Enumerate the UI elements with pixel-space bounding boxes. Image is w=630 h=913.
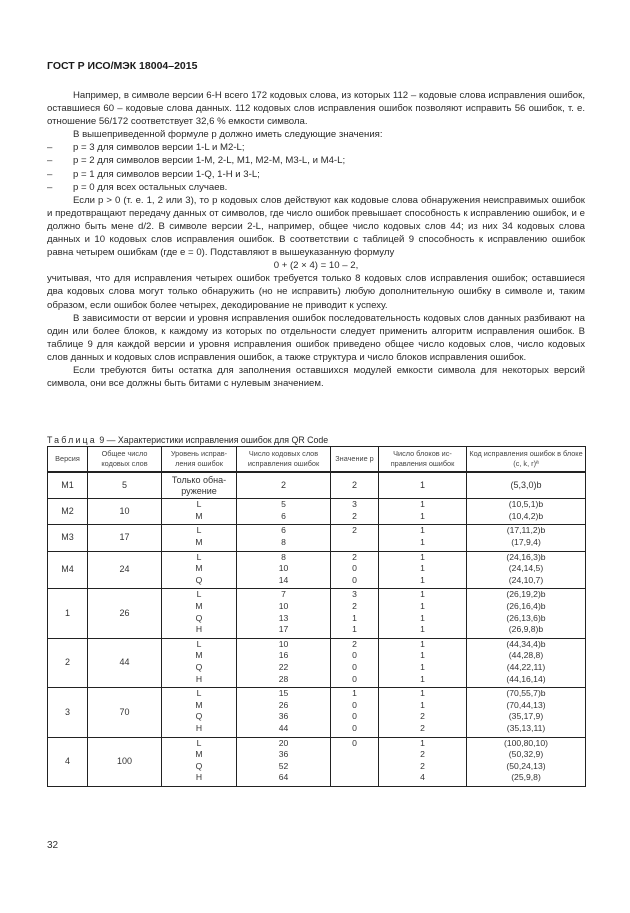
cell-line: 0 <box>352 711 357 722</box>
cell-line: 1 <box>420 612 425 623</box>
cell-line: 1 <box>420 688 425 699</box>
table-row <box>48 472 586 499</box>
cell-line: 2 <box>351 479 357 490</box>
cell-p-value <box>331 737 379 786</box>
cell-line: (35,13,11) <box>506 722 546 733</box>
cell-line: 14 <box>278 574 289 585</box>
cell-p-value <box>331 551 379 589</box>
cell-total-codewords: 24 <box>88 551 162 589</box>
table-row <box>48 551 586 589</box>
cell-line: 1 <box>420 661 425 672</box>
cell-ec-blocks <box>379 589 467 638</box>
cell-line: (26,19,2)b <box>506 589 546 600</box>
cell-ec-blocks <box>379 638 467 687</box>
cell-p-value <box>331 525 379 551</box>
table-row <box>48 589 586 638</box>
cell-ec-codewords <box>237 551 331 589</box>
header-total-codewords: Общее число кодовых слов <box>88 447 162 473</box>
cell-line: 22 <box>278 661 289 672</box>
cell-line: 8 <box>281 536 286 547</box>
table-caption: Таблица 9 — Характеристики исправления ошибок для QR Code <box>47 435 329 445</box>
list-item: – p = 0 для всех остальных случаев. <box>47 181 585 194</box>
cell-line: 2 <box>352 638 357 649</box>
cell-line: (50,24,13) <box>506 760 546 771</box>
cell-line: 10 <box>278 600 289 611</box>
table-header-row <box>48 447 586 473</box>
cell-total-codewords: 100 <box>88 737 162 786</box>
cell-line: (25,9,8) <box>511 772 541 783</box>
cell-line: (5,3,0)b <box>510 479 542 490</box>
cell-ec-blocks <box>379 551 467 589</box>
cell-line: L <box>196 589 202 600</box>
header-ec-code: Код исправления ошибок в блоке (c, k, r)ª <box>467 447 586 473</box>
cell-line: 2 <box>280 479 286 490</box>
cell-version: 1 <box>48 589 88 638</box>
cell-ec-blocks <box>379 472 467 499</box>
cell-line: 0 <box>352 699 357 710</box>
cell-line: H <box>195 624 203 635</box>
cell-ec-level <box>162 589 237 638</box>
cell-line: 6 <box>281 510 286 521</box>
table-row <box>48 525 586 551</box>
cell-line: (24,10,7) <box>508 574 544 585</box>
cell-line: 5 <box>281 499 286 510</box>
dash-bullet-icon <box>47 181 73 194</box>
cell-version: M2 <box>48 499 88 525</box>
body-text <box>47 89 585 390</box>
cell-line: (44,34,4)b <box>506 638 546 649</box>
paragraph-detection: Если p > 0 (т. е. 1, 2 или 3), то p кодовых слов действуют как кодовые слова обнаружения неисправимых ошибок и предотвращают передачу данных от символов, где число ошибок превышает способность к исправлению ошибок, и e должно быть мене d/2. В символе версии 2-L, например, общее число кодовых слов 44; из них 34 кодовых слова данных и 10 кодовых слов исправления ошибок. В соответствии с таблицей 9 способность к исправлению ошибок равна четырем ошибкам (где e = 0). Подставляют в вышеуказанную формулу <box>47 194 585 259</box>
cell-line: 36 <box>278 749 289 760</box>
cell-ec-codewords <box>237 525 331 551</box>
cell-line: M <box>195 600 203 611</box>
cell-line: (24,14,5) <box>508 563 544 574</box>
cell-version: M4 <box>48 551 88 589</box>
p-values-list <box>47 141 585 193</box>
cell-line: 20 <box>278 737 289 748</box>
cell-ec-code <box>467 688 586 737</box>
cell-ec-code <box>467 589 586 638</box>
cell-line: 1 <box>420 525 425 536</box>
cell-ec-blocks <box>379 688 467 737</box>
cell-line: 10 <box>278 563 289 574</box>
cell-ec-level <box>162 737 237 786</box>
cell-line: 1 <box>420 551 425 562</box>
cell-ec-codewords <box>237 589 331 638</box>
cell-line: M <box>195 536 203 547</box>
cell-line: 0 <box>352 661 357 672</box>
cell-ec-code <box>467 499 586 525</box>
table-row <box>48 737 586 786</box>
cell-line: H <box>195 673 203 684</box>
paragraph-remainder-bits: Если требуются биты остатка для заполнения оставшихся модулей емкости символа для некоторых версий символа, они все должны быть битами с нулевым значением. <box>47 364 585 390</box>
cell-ec-codewords <box>237 737 331 786</box>
header-p-value: Значение p <box>331 447 379 473</box>
cell-line: (70,55,7)b <box>506 688 546 699</box>
cell-line: (26,16,4)b <box>506 600 546 611</box>
cell-line: 6 <box>281 525 286 536</box>
cell-line: Q <box>195 612 203 623</box>
cell-line: 2 <box>420 749 425 760</box>
cell-ec-code <box>467 551 586 589</box>
cell-line: H <box>195 722 203 733</box>
cell-line: 1 <box>420 737 425 748</box>
cell-line: (10,5,1)b <box>508 499 544 510</box>
cell-line: 2 <box>352 551 357 562</box>
cell-line: (44,16,14) <box>506 673 546 684</box>
cell-line: 2 <box>420 722 425 733</box>
cell-p-value <box>331 472 379 499</box>
cell-ec-blocks <box>379 737 467 786</box>
cell-line: Только обна-ружение <box>171 474 227 496</box>
cell-line: L <box>196 499 202 510</box>
cell-line: 1 <box>420 638 425 649</box>
cell-ec-codewords <box>237 472 331 499</box>
cell-line: 0 <box>352 673 357 684</box>
cell-ec-codewords <box>237 638 331 687</box>
cell-line: M <box>195 749 203 760</box>
list-item: – p = 1 для символов версии 1-Q, 1-H и 3-L; <box>47 168 585 181</box>
cell-line: (44,28,8) <box>508 650 544 661</box>
cell-ec-level <box>162 688 237 737</box>
cell-line: 52 <box>278 760 289 771</box>
cell-ec-code <box>467 737 586 786</box>
cell-total-codewords: 26 <box>88 589 162 638</box>
table-row <box>48 638 586 687</box>
cell-line: M <box>195 510 203 521</box>
table-row <box>48 688 586 737</box>
cell-line: (50,32,9) <box>508 749 544 760</box>
cell-line: H <box>195 772 203 783</box>
cell-line: (70,44,13) <box>506 699 546 710</box>
cell-line: (10,4,2)b <box>508 510 544 521</box>
list-item: – p = 3 для символов версии 1-L и M2-L; <box>47 141 585 154</box>
cell-line: 4 <box>420 772 425 783</box>
cell-total-codewords: 10 <box>88 499 162 525</box>
cell-version: 2 <box>48 638 88 687</box>
cell-line: 13 <box>278 612 289 623</box>
cell-line: 1 <box>352 624 357 635</box>
cell-version: 3 <box>48 688 88 737</box>
cell-line: 26 <box>278 699 289 710</box>
cell-line: L <box>196 737 202 748</box>
header-version: Версия <box>48 447 88 473</box>
cell-line: 0 <box>352 650 357 661</box>
cell-line: 2 <box>420 760 425 771</box>
cell-total-codewords: 70 <box>88 688 162 737</box>
error-correction-table <box>47 446 586 787</box>
cell-line: M <box>195 699 203 710</box>
cell-line: 2 <box>352 525 357 536</box>
cell-version: M3 <box>48 525 88 551</box>
header-ec-codewords: Число кодовых слов исправления ошибок <box>237 447 331 473</box>
dash-bullet-icon <box>47 168 73 181</box>
cell-line: 0 <box>352 563 357 574</box>
cell-line: 0 <box>352 737 357 748</box>
cell-line: (44,22,11) <box>506 661 546 672</box>
cell-line: 1 <box>420 673 425 684</box>
cell-line: 64 <box>278 772 289 783</box>
cell-line: 1 <box>420 563 425 574</box>
cell-line: 2 <box>352 600 357 611</box>
cell-version: 4 <box>48 737 88 786</box>
document-header: ГОСТ Р ИСО/МЭК 18004–2015 <box>47 60 198 72</box>
cell-ec-level <box>162 525 237 551</box>
cell-line: (100,80,10) <box>504 737 548 748</box>
cell-ec-code <box>467 638 586 687</box>
cell-p-value <box>331 638 379 687</box>
cell-line: 1 <box>420 499 425 510</box>
cell-line: 10 <box>278 638 289 649</box>
cell-line: L <box>196 688 202 699</box>
cell-line: 28 <box>278 673 289 684</box>
paragraph-blocks: В зависимости от версии и уровня исправления ошибок последовательность кодовых слов данных разбивают на один или более блоков, к каждому из которых по отдельности следует применить алгоритм исправления ошибок. В таблице 9 для каждой версии и уровня исправления ошибок приведено общее число кодовых слов, число кодовых слов данных и кодовых слов исправления ошибок, а также структура и число блоков исправления ошибок. <box>47 312 585 363</box>
cell-total-codewords: 17 <box>88 525 162 551</box>
cell-total-codewords: 5 <box>88 472 162 499</box>
cell-line: 1 <box>420 650 425 661</box>
cell-line: 44 <box>278 722 289 733</box>
cell-ec-level <box>162 638 237 687</box>
cell-line: L <box>196 551 202 562</box>
dash-bullet-icon <box>47 154 73 167</box>
cell-ec-code <box>467 472 586 499</box>
cell-line: M <box>195 563 203 574</box>
cell-p-value <box>331 589 379 638</box>
cell-line: Q <box>195 661 203 672</box>
header-ec-level: Уровень исправ-ления ошибок <box>162 447 237 473</box>
cell-line: 36 <box>278 711 289 722</box>
cell-line: 1 <box>420 574 425 585</box>
cell-line: 3 <box>352 589 357 600</box>
cell-line: 3 <box>352 499 357 510</box>
cell-line: 1 <box>420 510 425 521</box>
cell-line: Q <box>195 760 203 771</box>
cell-line: 2 <box>420 711 425 722</box>
cell-line: Q <box>195 711 203 722</box>
cell-p-value <box>331 688 379 737</box>
cell-ec-level <box>162 551 237 589</box>
cell-line: 7 <box>281 589 286 600</box>
paragraph-p-values-intro: В вышеприведенной формуле p должно иметь следующие значения: <box>73 129 383 141</box>
cell-line: (35,17,9) <box>508 711 544 722</box>
cell-total-codewords: 44 <box>88 638 162 687</box>
cell-line: 8 <box>281 551 286 562</box>
cell-line: (17,9,4) <box>511 536 541 547</box>
cell-ec-blocks <box>379 525 467 551</box>
cell-line: 1 <box>352 688 357 699</box>
cell-line: (26,9,8)b <box>508 624 544 635</box>
header-ec-blocks: Число блоков ис-правления ошибок <box>379 447 467 473</box>
cell-version: M1 <box>48 472 88 499</box>
table-row <box>48 499 586 525</box>
cell-line: 1 <box>420 624 425 635</box>
cell-line: L <box>196 638 202 649</box>
cell-ec-codewords <box>237 688 331 737</box>
page-number: 32 <box>47 840 59 851</box>
cell-line: 1 <box>352 612 357 623</box>
list-item: – p = 2 для символов версии 1-M, 2-L, M1, M2-M, M3-L, и M4-L; <box>47 154 585 167</box>
cell-line: 17 <box>278 624 289 635</box>
cell-line: (26,13,6)b <box>506 612 546 623</box>
cell-line: (24,16,3)b <box>506 551 546 562</box>
formula: 0 + (2 × 4) = 10 – 2, <box>273 260 359 272</box>
cell-line: 0 <box>352 722 357 733</box>
cell-ec-level <box>162 499 237 525</box>
cell-line: 15 <box>278 688 289 699</box>
cell-ec-code <box>467 525 586 551</box>
cell-line: 0 <box>352 574 357 585</box>
cell-line: 1 <box>419 479 425 490</box>
cell-line: Q <box>195 574 203 585</box>
cell-line: 2 <box>352 510 357 521</box>
cell-p-value <box>331 499 379 525</box>
cell-line: M <box>195 650 203 661</box>
paragraph-continuation: учитывая, что для исправления четырех ошибок требуется только 8 кодовых слов исправления ошибок; оставшиеся два кодовых слова могут только обнаружить (но не исправить) любую дополнительную ошибку в символе и, таким образом, если ошибок более четырех, декодирование не приводит к успеху. <box>47 273 585 311</box>
cell-line: L <box>196 525 202 536</box>
cell-line: 1 <box>420 536 425 547</box>
cell-line: 16 <box>278 650 289 661</box>
cell-line: 1 <box>420 699 425 710</box>
cell-ec-blocks <box>379 499 467 525</box>
paragraph-example: Например, в символе версии 6-H всего 172 кодовых слова, из которых 112 – кодовые слова исправления ошибок, оставшиеся 60 – кодовые слова данных. 112 кодовых слов исправления ошибок позволяют исправить 56 ошибок, т. е. отношение 56/172 соответствует 32,6 % емкости символа. <box>47 90 585 128</box>
cell-line: (17,11,2)b <box>506 525 546 536</box>
cell-ec-level <box>162 472 237 499</box>
cell-ec-codewords <box>237 499 331 525</box>
dash-bullet-icon <box>47 141 73 154</box>
cell-line: 1 <box>420 589 425 600</box>
cell-line: 1 <box>420 600 425 611</box>
